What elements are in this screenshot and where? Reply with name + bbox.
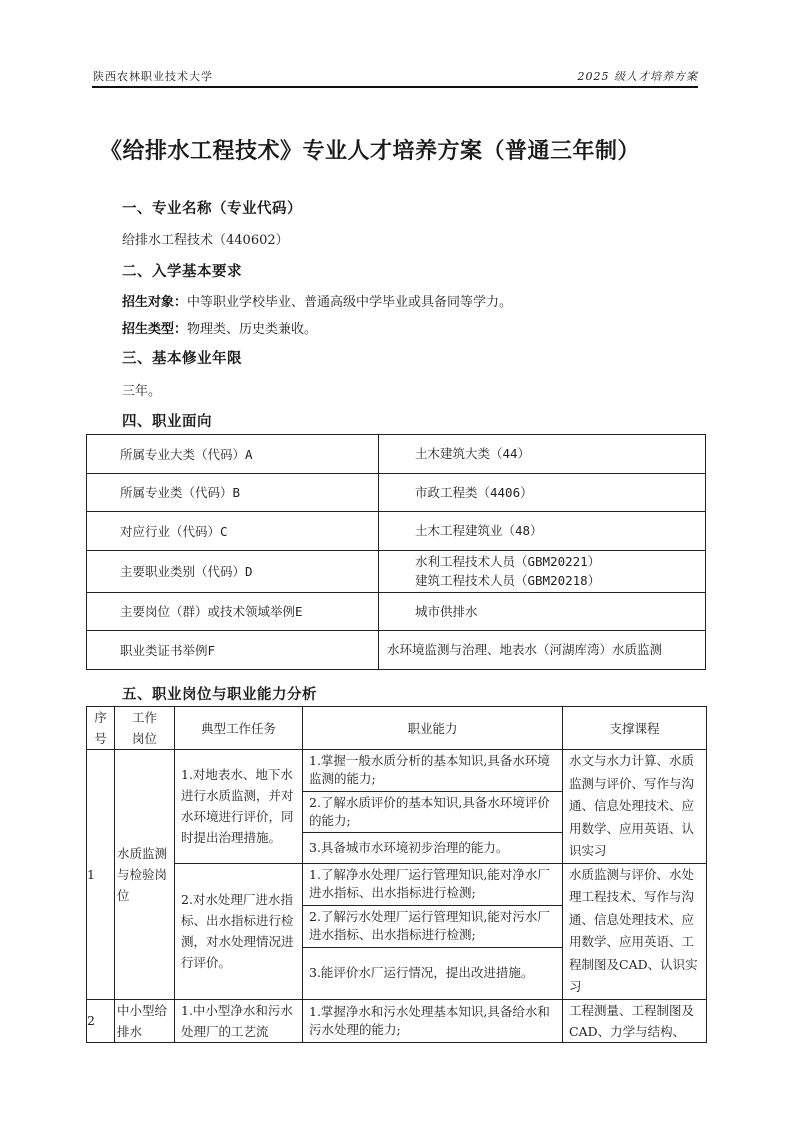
row-key: 主要岗位（群）或技术领域举例E — [87, 592, 379, 631]
ability-item: 1.掌握净水和污水处理基本知识,具备给水和污水处理的能力; — [303, 999, 563, 1042]
row-no: 1 — [87, 750, 115, 1000]
job-post: 水质监测与检验岗位 — [115, 750, 175, 1000]
row-value: 城市供排水 — [379, 592, 706, 631]
enrollment-type-text: 物理类、历史类兼收。 — [187, 322, 318, 337]
table-row — [87, 863, 707, 905]
section-5-heading: 五、职业岗位与职业能力分析 — [122, 687, 317, 703]
row-value: 土木建筑大类（44） — [379, 435, 706, 474]
table-header-row — [87, 707, 707, 750]
row-value: 水环境监测与治理、地表水（河湖库湾）水质监测 — [379, 631, 706, 670]
ability-item: 2.了解水质评价的基本知识,具备水环境评价的能力; — [303, 791, 563, 833]
ability-item: 3.能评价水厂运行情况，提出改进措施。 — [303, 947, 563, 999]
header-course: 支撑课程 — [563, 707, 707, 750]
study-duration: 三年。 — [122, 384, 162, 399]
job-post: 中小型给排水 — [115, 999, 175, 1042]
section-3-heading: 三、基本修业年限 — [122, 351, 242, 367]
support-courses: 水文与水力计算、水质监测与评价、写作与沟通、信息处理技术、应用数学、应用英语、认识实习 — [563, 750, 707, 864]
career-orientation-table — [86, 434, 706, 670]
header-task: 典型工作任务 — [175, 707, 303, 750]
enrollment-target — [122, 291, 512, 310]
row-key: 所属专业大类（代码）A — [87, 435, 379, 474]
ability-item: 2.了解污水处理厂运行管理知识,能对污水厂进水指标、出水指标进行检测; — [303, 905, 563, 947]
support-courses: 工程测量、工程制图及CAD、力学与结构、 — [563, 999, 707, 1042]
page-header — [93, 66, 698, 86]
enrollment-target-label: 招生对象： — [122, 295, 188, 310]
document-title: 《给排水工程技术》专业人才培养方案（普通三年制） — [100, 139, 641, 164]
enrollment-type-label: 招生类型： — [122, 322, 188, 337]
ability-item: 1.掌握一般水质分析的基本知识,具备水环境监测的能力; — [303, 750, 563, 792]
section-2-heading: 二、入学基本要求 — [122, 264, 242, 280]
document-label: 2025 级人才培养方案 — [577, 70, 698, 83]
enrollment-type — [122, 318, 317, 337]
support-courses: 水质监测与评价、水处理工程技术、写作与沟通、信息处理技术、应用数学、应用英语、工程制图及CAD、认识实习 — [563, 863, 707, 999]
row-key: 主要职业类别（代码）D — [87, 550, 379, 592]
section-1-heading: 一、专业名称（专业代码） — [122, 201, 302, 217]
header-post: 工作 岗位 — [115, 707, 175, 750]
table-row — [87, 631, 706, 670]
typical-task: 1.中小型净水和污水处理厂的工艺流 — [175, 999, 303, 1042]
row-key: 职业类证书举例F — [87, 631, 379, 670]
header-ability: 职业能力 — [303, 707, 563, 750]
row-value — [379, 550, 706, 592]
typical-task: 2.对水处理厂进水指标、出水指标进行检测，对水处理情况进行评价。 — [175, 863, 303, 999]
job-ability-table — [86, 706, 707, 1043]
enrollment-target-text: 中等职业学校毕业、普通高级中学毕业或具备同等学力。 — [187, 295, 513, 310]
table-row — [87, 999, 707, 1042]
table-row — [87, 550, 706, 592]
row-value: 市政工程类（4406） — [379, 473, 706, 512]
typical-task: 1.对地表水、地下水进行水质监测，并对水环境进行评价，同时提出治理措施。 — [175, 750, 303, 864]
row-key: 对应行业（代码）C — [87, 512, 379, 551]
header-no: 序 号 — [87, 707, 115, 750]
occupation-1: 水利工程技术人员（GBM20221） — [415, 554, 601, 569]
occupation-2: 建筑工程技术人员（GBM20218） — [415, 573, 601, 588]
major-name-code: 给排水工程技术（440602） — [122, 233, 289, 248]
row-no: 2 — [87, 999, 115, 1042]
section-4-heading: 四、职业面向 — [122, 414, 212, 430]
ability-item: 3.具备城市水环境初步治理的能力。 — [303, 833, 563, 863]
institution-name: 陕西农林职业技术大学 — [93, 70, 213, 83]
header-divider — [92, 86, 698, 88]
table-row — [87, 473, 706, 512]
table-row — [87, 512, 706, 551]
row-key: 所属专业类（代码）B — [87, 473, 379, 512]
ability-item: 1.了解净水处理厂运行管理知识,能对净水厂进水指标、出水指标进行检测; — [303, 863, 563, 905]
table-row — [87, 750, 707, 792]
row-value: 土木工程建筑业（48） — [379, 512, 706, 551]
table-row — [87, 435, 706, 474]
table-row — [87, 592, 706, 631]
